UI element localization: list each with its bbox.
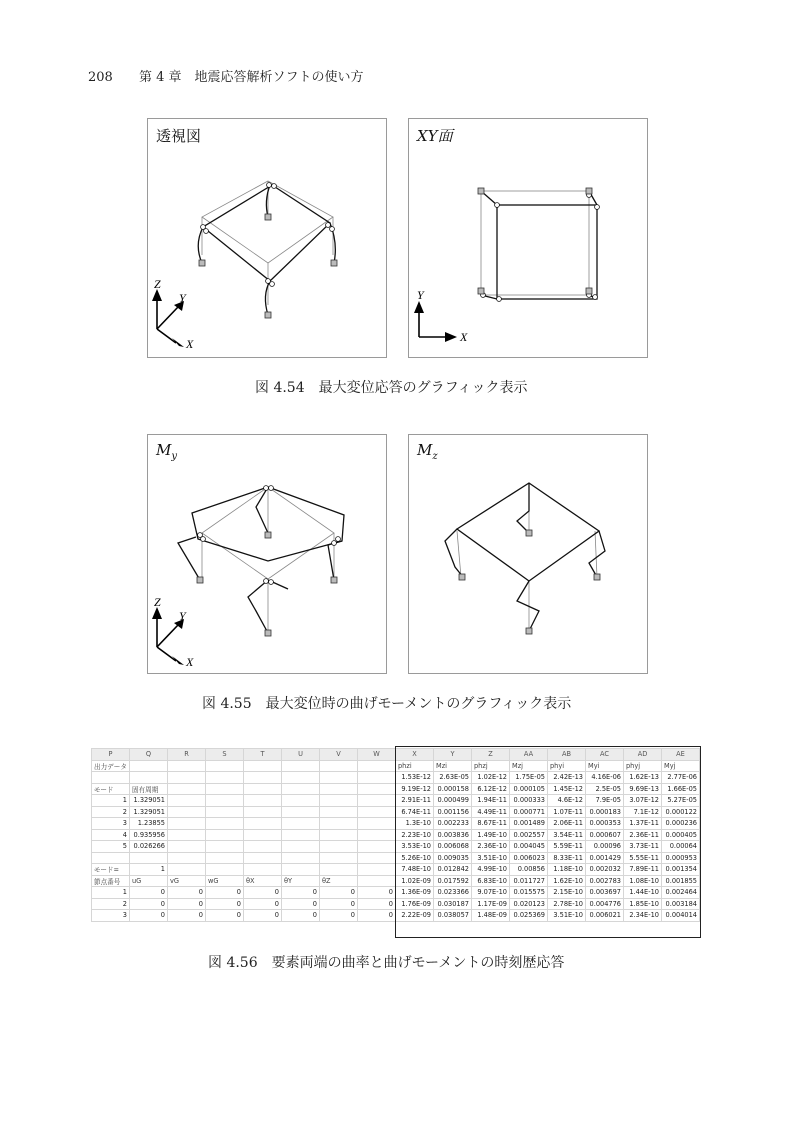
table-cell[interactable]: 2.36E-10 [472,841,510,853]
table-cell[interactable] [320,864,358,876]
table-cell[interactable] [92,772,130,784]
table-cell[interactable]: 固有周期 [130,783,168,795]
table-cell[interactable] [168,818,206,830]
table-cell[interactable]: 0.000953 [662,852,700,864]
table-cell[interactable] [282,783,320,795]
table-row [92,910,700,922]
table-cell[interactable]: 2.42E-13 [548,772,586,784]
table-cell[interactable]: 6.74E-11 [396,806,434,818]
perspective-title: 透視図 [156,127,202,145]
xy-plane-panel [408,118,648,358]
table-cell[interactable]: 0.009035 [434,852,472,864]
table-cell[interactable]: 0 [320,910,358,922]
table-cell[interactable]: 3.07E-12 [624,795,662,807]
table-cell[interactable]: 6.12E-12 [472,783,510,795]
table-cell[interactable] [206,772,244,784]
table-cell[interactable]: モード [92,783,130,795]
table-cell[interactable]: 0.000183 [586,806,624,818]
table-cell[interactable] [168,772,206,784]
table-cell[interactable]: 9.07E-10 [472,887,510,899]
perspective-panel [147,118,387,358]
table-cell[interactable]: phyi [548,760,586,772]
table-cell[interactable]: 0.006068 [434,841,472,853]
column-header[interactable]: P [92,749,130,761]
table-cell[interactable]: 8.33E-11 [548,852,586,864]
table-cell[interactable] [92,852,130,864]
table-cell[interactable] [282,829,320,841]
table-cell[interactable]: 1.17E-09 [472,898,510,910]
my-moment-drawing [148,435,386,673]
table-cell[interactable] [358,864,396,876]
table-cell[interactable]: 0.000353 [586,818,624,830]
table-cell[interactable] [282,841,320,853]
table-cell[interactable]: 0.001156 [434,806,472,818]
table-cell[interactable]: 0.017592 [434,875,472,887]
axis-x-label: X [186,337,194,351]
table-cell[interactable]: 1.94E-11 [472,795,510,807]
table-cell[interactable]: 0.001489 [510,818,548,830]
table-cell[interactable] [320,783,358,795]
table-cell[interactable]: 0.000158 [434,783,472,795]
page-header [88,66,364,85]
table-cell[interactable] [244,841,282,853]
table-cell[interactable] [358,852,396,864]
table-cell[interactable]: 0 [358,898,396,910]
table-cell[interactable] [358,806,396,818]
table-cell[interactable] [168,783,206,795]
xy-plane-displacement-drawing [409,119,647,357]
table-cell[interactable]: 0.026266 [130,841,168,853]
table-cell[interactable]: Myj [662,760,700,772]
table-cell[interactable] [168,829,206,841]
table-cell[interactable]: 2.77E-06 [662,772,700,784]
table-cell[interactable]: uG [130,875,168,887]
column-header[interactable]: Q [130,749,168,761]
table-cell[interactable] [320,829,358,841]
table-cell[interactable]: 1.66E-05 [662,783,700,795]
table-cell[interactable]: 9.69E-13 [624,783,662,795]
table-cell[interactable]: phyj [624,760,662,772]
column-header[interactable]: Y [434,749,472,761]
table-cell[interactable]: 0.001429 [586,852,624,864]
table-row [92,898,700,910]
table-cell[interactable]: 2.91E-11 [396,795,434,807]
table-cell[interactable] [244,806,282,818]
column-header[interactable]: AD [624,749,662,761]
table-cell[interactable]: 0.002464 [662,887,700,899]
table-cell[interactable]: 2 [92,806,130,818]
table-cell[interactable] [320,841,358,853]
table-cell[interactable] [168,864,206,876]
table-cell[interactable] [168,760,206,772]
axis-z-label-2: Z [154,595,161,609]
axis-y-label: Y [179,291,186,305]
table-cell[interactable]: 0.004045 [510,841,548,853]
table-cell[interactable] [282,795,320,807]
table-cell[interactable]: 4.99E-10 [472,864,510,876]
table-cell[interactable] [168,841,206,853]
table-cell[interactable]: 0.000122 [662,806,700,818]
table-cell[interactable]: 1.44E-10 [624,887,662,899]
table-cell[interactable]: 0 [206,887,244,899]
figure-4-56-caption: 図 4.56 要素両端の曲率と曲げモーメントの時刻歴応答 [208,955,565,971]
table-cell[interactable] [168,806,206,818]
table-cell[interactable] [130,772,168,784]
mz-title-sub: z [432,451,438,462]
xy-axis-x-label: X [460,330,468,344]
table-row [92,875,700,887]
table-cell[interactable]: 5.59E-11 [548,841,586,853]
table-cell[interactable] [282,760,320,772]
axis-z-label: Z [154,277,161,291]
table-row [92,783,700,795]
xy-axis-pair [414,288,468,344]
table-cell[interactable]: 4.6E-12 [548,795,586,807]
table-cell[interactable]: 2.22E-09 [396,910,434,922]
table-cell[interactable] [244,783,282,795]
table-cell[interactable]: 7.89E-11 [624,864,662,876]
table-cell[interactable]: 1.02E-12 [472,772,510,784]
table-cell[interactable]: 1.3E-10 [396,818,434,830]
table-cell[interactable] [358,829,396,841]
table-cell[interactable] [358,818,396,830]
table-row [92,841,700,853]
table-cell[interactable]: 4 [92,829,130,841]
table-cell[interactable] [244,852,282,864]
table-cell[interactable]: 2.06E-11 [548,818,586,830]
table-cell[interactable]: 0.001354 [662,864,700,876]
table-cell[interactable]: 0.025369 [510,910,548,922]
column-header[interactable]: T [244,749,282,761]
table-cell[interactable] [206,829,244,841]
table-cell[interactable] [206,783,244,795]
table-cell[interactable] [358,795,396,807]
table-cell[interactable] [244,772,282,784]
table-row [92,806,700,818]
column-header[interactable]: Z [472,749,510,761]
table-cell[interactable]: 2.63E-05 [434,772,472,784]
table-cell[interactable] [168,852,206,864]
table-cell[interactable]: 7.1E-12 [624,806,662,818]
table-cell[interactable]: 0.00096 [586,841,624,853]
table-cell[interactable]: 1.07E-11 [548,806,586,818]
axis-triad [152,277,194,351]
table-cell[interactable]: 7.9E-05 [586,795,624,807]
page-number: 208 [88,70,113,85]
table-cell[interactable]: 1.49E-10 [472,829,510,841]
table-cell[interactable]: 2.78E-10 [548,898,586,910]
table-cell[interactable]: 0.002233 [434,818,472,830]
figure-4-55-caption: 図 4.55 最大変位時の曲げモーメントのグラフィック表示 [202,696,572,712]
table-cell[interactable] [282,806,320,818]
table-cell[interactable] [282,852,320,864]
table-cell[interactable]: 0.935956 [130,829,168,841]
xy-axis-y-label: Y [417,288,424,302]
perspective-displacement-drawing [148,119,386,357]
table-cell[interactable] [320,760,358,772]
table-cell[interactable] [206,841,244,853]
table-cell[interactable]: 0 [282,898,320,910]
table-cell[interactable]: phzj [472,760,510,772]
column-header[interactable]: X [396,749,434,761]
table-cell[interactable] [206,806,244,818]
table-cell[interactable]: 1.62E-13 [624,772,662,784]
table-cell[interactable]: 0.003836 [434,829,472,841]
column-header[interactable]: AC [586,749,624,761]
table-cell[interactable]: 0 [130,910,168,922]
table-cell[interactable] [244,818,282,830]
table-cell[interactable]: 0.00856 [510,864,548,876]
table-cell[interactable]: wG [206,875,244,887]
table-cell[interactable]: 3.51E-10 [548,910,586,922]
table-cell[interactable]: Mzi [434,760,472,772]
table-cell[interactable]: 1.18E-10 [548,864,586,876]
table-cell[interactable]: 0.004776 [586,898,624,910]
table-cell[interactable]: 0 [244,898,282,910]
table-cell[interactable]: 0 [282,887,320,899]
table-cell[interactable]: phzi [396,760,434,772]
column-header[interactable]: S [206,749,244,761]
table-cell[interactable]: 1.75E-05 [510,772,548,784]
table-cell[interactable]: 2.23E-10 [396,829,434,841]
my-title-main: M [156,441,172,459]
table-cell[interactable]: Myi [586,760,624,772]
table-cell[interactable]: 1.329051 [130,795,168,807]
table-row [92,772,700,784]
table-cell[interactable] [168,795,206,807]
chapter-title: 第 4 章 地震応答解析ソフトの使い方 [138,70,364,85]
spreadsheet-table [91,748,700,922]
table-cell[interactable]: 0.015575 [510,887,548,899]
table-cell[interactable]: 5.55E-11 [624,852,662,864]
table-cell[interactable]: 0.030187 [434,898,472,910]
table-row [92,864,700,876]
table-cell[interactable] [206,760,244,772]
table-cell[interactable]: 0.002783 [586,875,624,887]
table-cell[interactable]: vG [168,875,206,887]
table-cell[interactable]: 3.73E-11 [624,841,662,853]
mz-moment-title [417,441,438,462]
table-cell[interactable]: 0.000333 [510,795,548,807]
table-cell[interactable]: 0 [320,898,358,910]
mz-moment-panel [408,434,648,674]
table-cell[interactable] [130,760,168,772]
table-cell[interactable] [244,864,282,876]
table-cell[interactable]: 0.004014 [662,910,700,922]
table-cell[interactable]: 0 [320,887,358,899]
table-cell[interactable]: 5.26E-10 [396,852,434,864]
my-moment-title [156,441,177,462]
table-cell[interactable]: 3.53E-10 [396,841,434,853]
column-header[interactable]: AB [548,749,586,761]
table-cell[interactable]: 0 [244,910,282,922]
table-cell[interactable]: 0 [168,887,206,899]
axis-y-label-2: Y [179,609,186,623]
table-cell[interactable]: 0.012842 [434,864,472,876]
table-cell[interactable]: 0.006023 [510,852,548,864]
table-cell[interactable]: 1 [92,795,130,807]
table-row [92,795,700,807]
figure-4-54-caption: 図 4.54 最大変位応答のグラフィック表示 [255,380,528,396]
table-cell[interactable]: 1.76E-09 [396,898,434,910]
table-cell[interactable]: 0.038057 [434,910,472,922]
table-cell[interactable] [358,783,396,795]
xy-plane-title: XY面 [417,127,453,145]
table-cell[interactable]: 0 [358,910,396,922]
table-cell[interactable]: 0.003184 [662,898,700,910]
table-cell[interactable]: 0 [358,887,396,899]
table-cell[interactable] [320,795,358,807]
table-cell[interactable] [358,772,396,784]
table-cell[interactable]: 7.48E-10 [396,864,434,876]
table-cell[interactable]: 1.62E-10 [548,875,586,887]
table-row [92,887,700,899]
axis-triad-2 [152,595,194,669]
my-title-sub: y [171,451,178,462]
table-cell[interactable]: 1.02E-09 [396,875,434,887]
table-cell[interactable]: 1.329051 [130,806,168,818]
table-row [92,818,700,830]
table-cell[interactable]: 0.000771 [510,806,548,818]
table-cell[interactable]: 0 [206,910,244,922]
table-row [92,829,700,841]
table-cell[interactable]: 0.002032 [586,864,624,876]
table-cell[interactable]: 1 [130,864,168,876]
table-cell[interactable]: 6.83E-10 [472,875,510,887]
table-cell[interactable]: 0 [168,910,206,922]
table-cell[interactable]: 3 [92,910,130,922]
table-cell[interactable]: 1.48E-09 [472,910,510,922]
spreadsheet-body [92,760,700,921]
table-cell[interactable]: モード= [92,864,130,876]
my-moment-panel [147,434,387,674]
table-cell[interactable]: Mzj [510,760,548,772]
table-cell[interactable]: 0 [206,898,244,910]
table-cell[interactable]: 1.85E-10 [624,898,662,910]
table-cell[interactable]: 5.27E-05 [662,795,700,807]
table-cell[interactable]: 3.51E-10 [472,852,510,864]
table-cell[interactable]: 0 [282,910,320,922]
table-cell[interactable]: 0.002557 [510,829,548,841]
table-cell[interactable]: 2.5E-05 [586,783,624,795]
column-header-row [92,749,700,761]
table-cell[interactable]: 0 [130,898,168,910]
table-cell[interactable]: 1.08E-10 [624,875,662,887]
table-cell[interactable] [206,852,244,864]
table-row [92,760,700,772]
table-cell[interactable]: 1.37E-11 [624,818,662,830]
table-row [92,852,700,864]
table-cell[interactable]: 2.36E-11 [624,829,662,841]
table-cell[interactable] [206,818,244,830]
table-cell[interactable]: 0 [168,898,206,910]
table-cell[interactable] [244,829,282,841]
table-cell[interactable]: 0.003697 [586,887,624,899]
column-header[interactable]: AA [510,749,548,761]
table-cell[interactable]: 8.67E-11 [472,818,510,830]
table-cell[interactable]: 0.000105 [510,783,548,795]
table-cell[interactable]: 1.23855 [130,818,168,830]
column-header[interactable]: R [168,749,206,761]
table-cell[interactable]: 5 [92,841,130,853]
table-cell[interactable]: θX [244,875,282,887]
table-cell[interactable] [244,760,282,772]
table-cell[interactable]: 0 [244,887,282,899]
table-cell[interactable] [244,795,282,807]
table-cell[interactable]: 0.00064 [662,841,700,853]
table-cell[interactable]: 1.53E-12 [396,772,434,784]
table-cell[interactable] [358,841,396,853]
table-cell[interactable]: 0.000499 [434,795,472,807]
table-cell[interactable]: 1.45E-12 [548,783,586,795]
table-cell[interactable]: 2.15E-10 [548,887,586,899]
table-cell[interactable]: 1 [92,887,130,899]
column-header[interactable]: W [358,749,396,761]
table-cell[interactable]: 4.49E-11 [472,806,510,818]
table-cell[interactable]: 2 [92,898,130,910]
table-cell[interactable]: θZ [320,875,358,887]
table-cell[interactable]: 0 [130,887,168,899]
table-cell[interactable] [282,818,320,830]
axis-x-label-2: X [186,655,194,669]
column-header[interactable]: AE [662,749,700,761]
table-cell[interactable] [282,864,320,876]
table-cell[interactable]: 0.000236 [662,818,700,830]
table-cell[interactable]: 9.19E-12 [396,783,434,795]
table-cell[interactable]: 出力データ [92,760,130,772]
table-cell[interactable]: 0.000607 [586,829,624,841]
table-cell[interactable]: 3.54E-11 [548,829,586,841]
table-cell[interactable] [320,806,358,818]
table-cell[interactable] [206,795,244,807]
table-cell[interactable]: 4.16E-06 [586,772,624,784]
table-cell[interactable] [320,772,358,784]
table-cell[interactable] [320,818,358,830]
table-cell[interactable]: 0.011727 [510,875,548,887]
table-cell[interactable]: 1.36E-09 [396,887,434,899]
table-cell[interactable]: θY [282,875,320,887]
table-cell[interactable] [320,852,358,864]
table-cell[interactable]: 0.020123 [510,898,548,910]
table-cell[interactable]: 0.006021 [586,910,624,922]
column-header[interactable]: U [282,749,320,761]
table-cell[interactable] [282,772,320,784]
table-cell[interactable] [358,875,396,887]
table-cell[interactable]: 0.001855 [662,875,700,887]
table-cell[interactable] [206,864,244,876]
mz-moment-drawing [409,435,647,673]
table-cell[interactable]: 節点番号 [92,875,130,887]
table-cell[interactable]: 3 [92,818,130,830]
table-cell[interactable]: 2.34E-10 [624,910,662,922]
column-header[interactable]: V [320,749,358,761]
table-cell[interactable] [130,852,168,864]
table-cell[interactable]: 0.023366 [434,887,472,899]
mz-title-main: M [417,441,433,459]
table-cell[interactable]: 0.000405 [662,829,700,841]
table-cell[interactable] [358,760,396,772]
